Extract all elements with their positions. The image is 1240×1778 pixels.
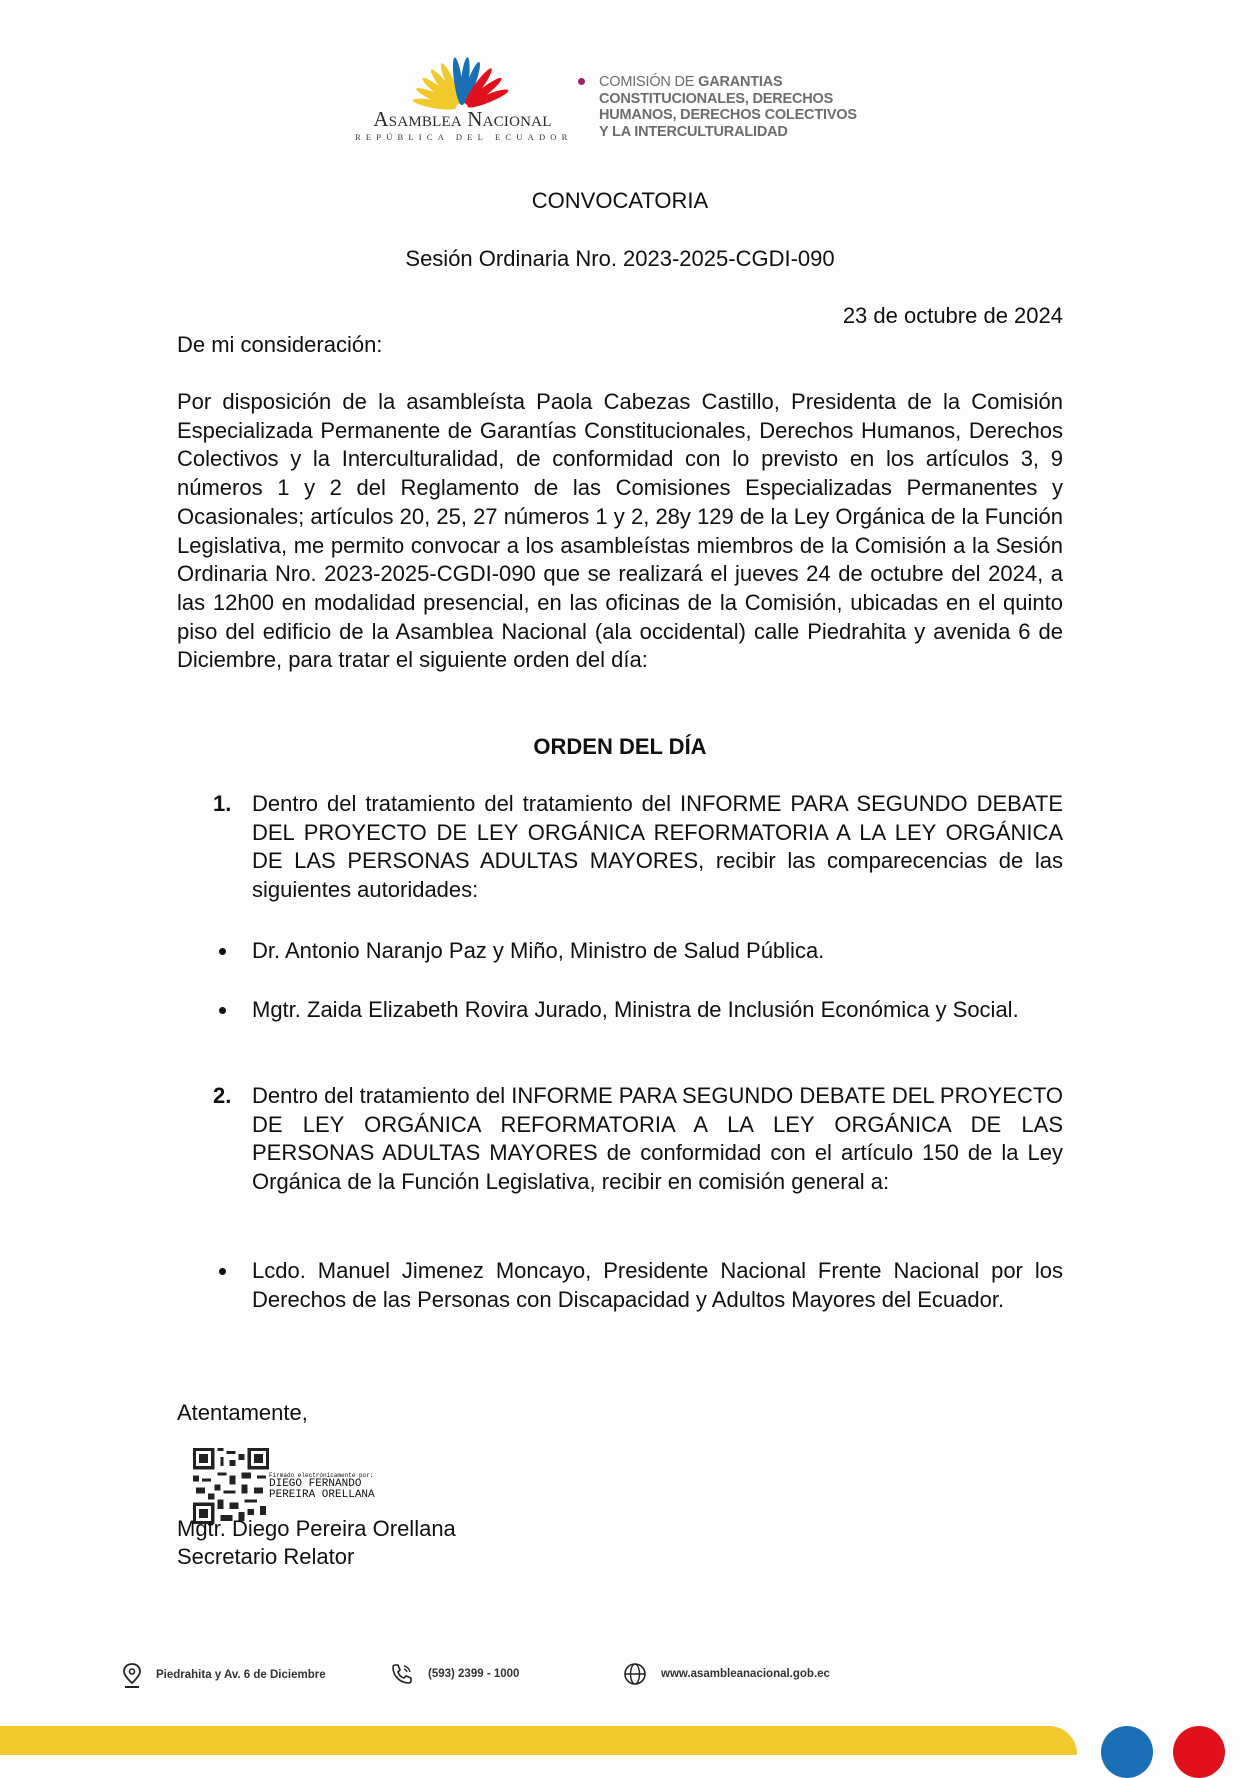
commission-line3: HUMANOS, DERECHOS COLECTIVOS — [599, 107, 857, 123]
agenda-bullet-text: Lcdo. Manuel Jimenez Moncayo, Presidente Nacional Frente Nacional por los Derechos de las Personas con Discapacidad y Adultos Mayores del Ecuador. — [252, 1258, 1063, 1312]
agenda-item — [213, 1082, 1063, 1197]
agenda-bullet-text: Mgtr. Zaida Elizabeth Rovira Jurado, Ministra de Inclusión Económica y Social. — [252, 997, 1019, 1022]
agenda-item — [213, 790, 1063, 905]
salutation: De mi consideración: — [177, 332, 383, 357]
agenda-item-number: 1. — [213, 791, 232, 816]
bullet-icon — [219, 1268, 226, 1275]
agenda-bullet — [252, 996, 1063, 1025]
agenda-bullet-text: Dr. Antonio Naranjo Paz y Miño, Ministro de Salud Pública. — [252, 938, 825, 963]
commission-line2: CONSTITUCIONALES, DERECHOS — [599, 90, 834, 107]
body-paragraph: Por disposición de la asambleísta Paola Cabezas Castillo, Presidenta de la Comisión Especializada Permanente de Garantías Constitucionales, Derechos Humanos, Derechos Colectivos y la Interculturalidad, de conformidad con lo previsto en los artículos 3, 9 números 1 y 2 del Reglamento de las Comisiones Especializadas Permanentes y Ocasionales; artículos 20, 25, 27 números 1 y 2, 28y 129 de la Ley Orgánica de la Función Legislativa, me permito convocar a los asambleístas miembros de la Comisión a la Sesión Ordinaria Nro. 2023-2025-CGDI-090 que se realizará el jueves 24 de octubre del 2024, a las 12h00 en modalidad presencial, en las oficinas de la Comisión, ubicadas en el quinto piso del edificio de la Asamblea Nacional (ala occidental) calle Piedrahita y avenida 6 de Diciembre, para tratar el siguiente orden del día: — [177, 389, 1063, 673]
document-date: 23 de octubre de 2024 — [842, 303, 1063, 328]
bullet-icon — [219, 948, 226, 955]
signer-role: Secretario Relator — [177, 1544, 355, 1569]
feather-fan-icon — [407, 55, 517, 110]
closing: Atentamente, — [177, 1400, 308, 1425]
signature-text — [269, 1472, 375, 1501]
bullet-dot-icon — [578, 78, 585, 85]
document-title: CONVOCATORIA — [531, 188, 709, 213]
globe-icon — [623, 1662, 647, 1686]
footer-phone-text: (593) 2399 - 1000 — [428, 1668, 520, 1680]
agenda-item-text: Dentro del tratamiento del INFORME PARA SEGUNDO DEBATE DEL PROYECTO DE LEY ORGÁNICA REFORMATORIA A LA LEY ORGÁNICA DE LAS PERSONAS ADULTAS MAYORES de conformidad con el artículo 150 de la Ley Orgánica de la Función Legislativa, recibir en comisión general a: — [252, 1083, 1063, 1195]
signature-name-line1: DIEGO FERNANDO — [269, 1478, 362, 1490]
footer-yellow-band — [0, 1726, 1077, 1755]
commission-prefix: COMISIÓN DE — [599, 74, 699, 90]
agenda-bullet — [252, 1257, 1063, 1314]
footer-website — [623, 1662, 830, 1686]
location-pin-icon — [122, 1662, 142, 1688]
footer-address-text: Piedrahita y Av. 6 de Diciembre — [156, 1669, 326, 1681]
bullet-icon — [219, 1007, 226, 1014]
logo-title: Asamblea Nacional — [373, 107, 552, 131]
asamblea-logo — [355, 55, 573, 145]
signer-name: Mgtr. Diego Pereira Orellana — [177, 1516, 456, 1541]
footer-red-circle — [1173, 1726, 1225, 1778]
agenda-bullet — [252, 937, 1063, 966]
footer-blue-circle — [1101, 1726, 1153, 1778]
signature-label: Firmado electrónicamente por: — [269, 1472, 374, 1479]
agenda-item-text: Dentro del tratamiento del tratamiento del INFORME PARA SEGUNDO DEBATE DEL PROYECTO DE LEY ORGÁNICA REFORMATORIA A LA LEY ORGÁNICA DE LAS PERSONAS ADULTAS MAYORES, recibir las comparecencias de las siguientes autoridades: — [252, 791, 1063, 903]
signature-name-line2: PEREIRA ORELLANA — [269, 1489, 375, 1501]
qr-code-icon — [193, 1448, 269, 1524]
footer-website-link[interactable]: www.asambleanacional.gob.ec — [661, 1668, 830, 1680]
commission-line4: Y LA INTERCULTURALIDAD — [599, 123, 788, 140]
footer-address — [122, 1662, 326, 1688]
phone-icon — [390, 1662, 414, 1686]
letterhead — [0, 0, 1240, 150]
footer-phone — [390, 1662, 519, 1686]
agenda-item-number: 2. — [213, 1083, 232, 1108]
session-number: Sesión Ordinaria Nro. 2023-2025-CGDI-090 — [405, 246, 835, 271]
agenda-title: ORDEN DEL DÍA — [533, 734, 707, 759]
logo-subtitle: REPÚBLICA DEL ECUADOR — [355, 132, 573, 142]
commission-line1: GARANTIAS — [698, 74, 783, 90]
